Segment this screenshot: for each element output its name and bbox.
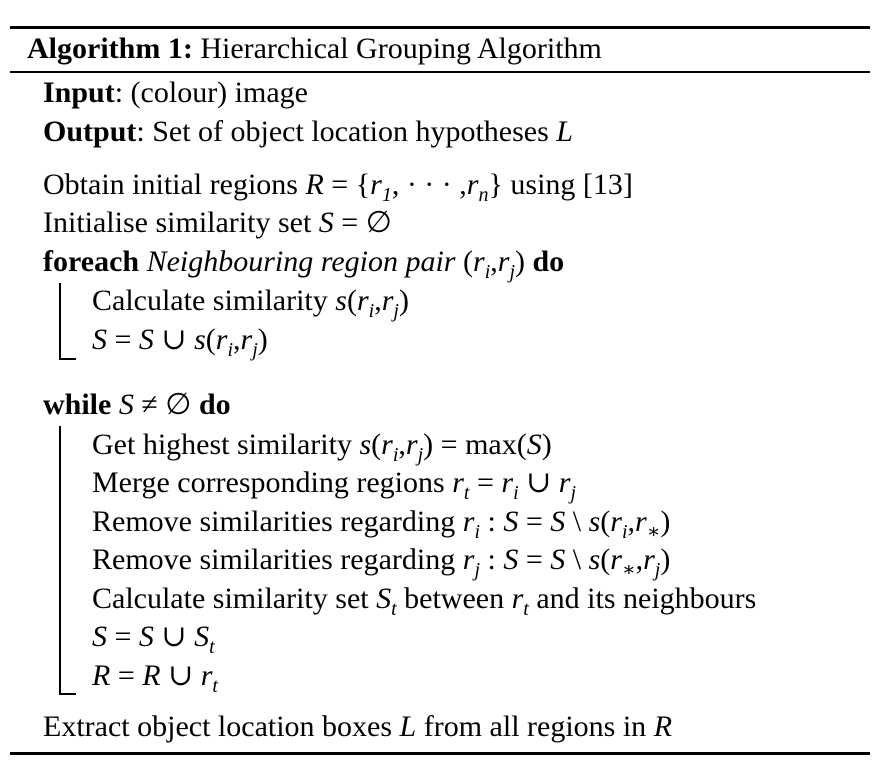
step-calc-similarity: Calculate similarity $s(r_i,r_j)$: [92, 284, 409, 322]
while-block-bar: [59, 426, 61, 694]
step-get-highest: Get highest similarity $s(r_i,r_j) = \max(S)$: [92, 428, 552, 466]
step-extract-boxes: Extract object location boxes L from all regions in R: [43, 710, 673, 743]
while-line: while S ≠ ∅ do: [43, 388, 231, 421]
while-block-end: [59, 693, 76, 695]
output-text: : Set of object location hypotheses: [136, 115, 549, 148]
foreach-line: foreach Neighbouring region pair $(r_i,r_j)$ do: [43, 245, 565, 283]
algorithm-label: Algorithm 1:: [27, 32, 193, 65]
step-calc-set: Calculate similarity set $S_t$ between $r_t$ and its neighbours: [92, 582, 757, 620]
step-init-similarity: Initialise similarity set S = ∅: [43, 206, 392, 239]
bottom-rule: [10, 752, 870, 755]
input-line: [43, 78, 308, 108]
step-union-region: R = R ∪ $r_t$: [92, 659, 218, 697]
foreach-block-bar: [59, 283, 61, 359]
input-label: Input: [43, 76, 115, 109]
step-obtain-regions: Obtain initial regions $R = \{r_1$, · · · $,r_n$} using [13]: [43, 168, 633, 206]
step-union-set: S = S ∪ $S_t$: [92, 620, 215, 658]
step-merge-regions: Merge corresponding regions $r_t = r_i$ ∪ $r_j$: [92, 466, 577, 504]
algorithm-caption: [27, 34, 602, 64]
input-text: : (colour) image: [114, 76, 308, 109]
foreach-block-end: [59, 358, 76, 360]
algorithm-title: Hierarchical Grouping Algorithm: [200, 32, 602, 65]
step-remove-ri: Remove similarities regarding $r_i$ : S = S \ $s(r_i,r_∗)$: [92, 505, 671, 543]
caption-rule: [10, 71, 870, 73]
output-label: Output: [43, 115, 137, 148]
top-rule: [10, 26, 870, 29]
output-line: Output: Set of object location hypotheses L: [43, 115, 573, 148]
step-remove-rj: Remove similarities regarding $r_j$ : S = S \ $s(r_∗,r_j)$: [92, 543, 671, 581]
step-union-similarity: S = S ∪ $s(r_i,r_j)$: [92, 323, 268, 361]
